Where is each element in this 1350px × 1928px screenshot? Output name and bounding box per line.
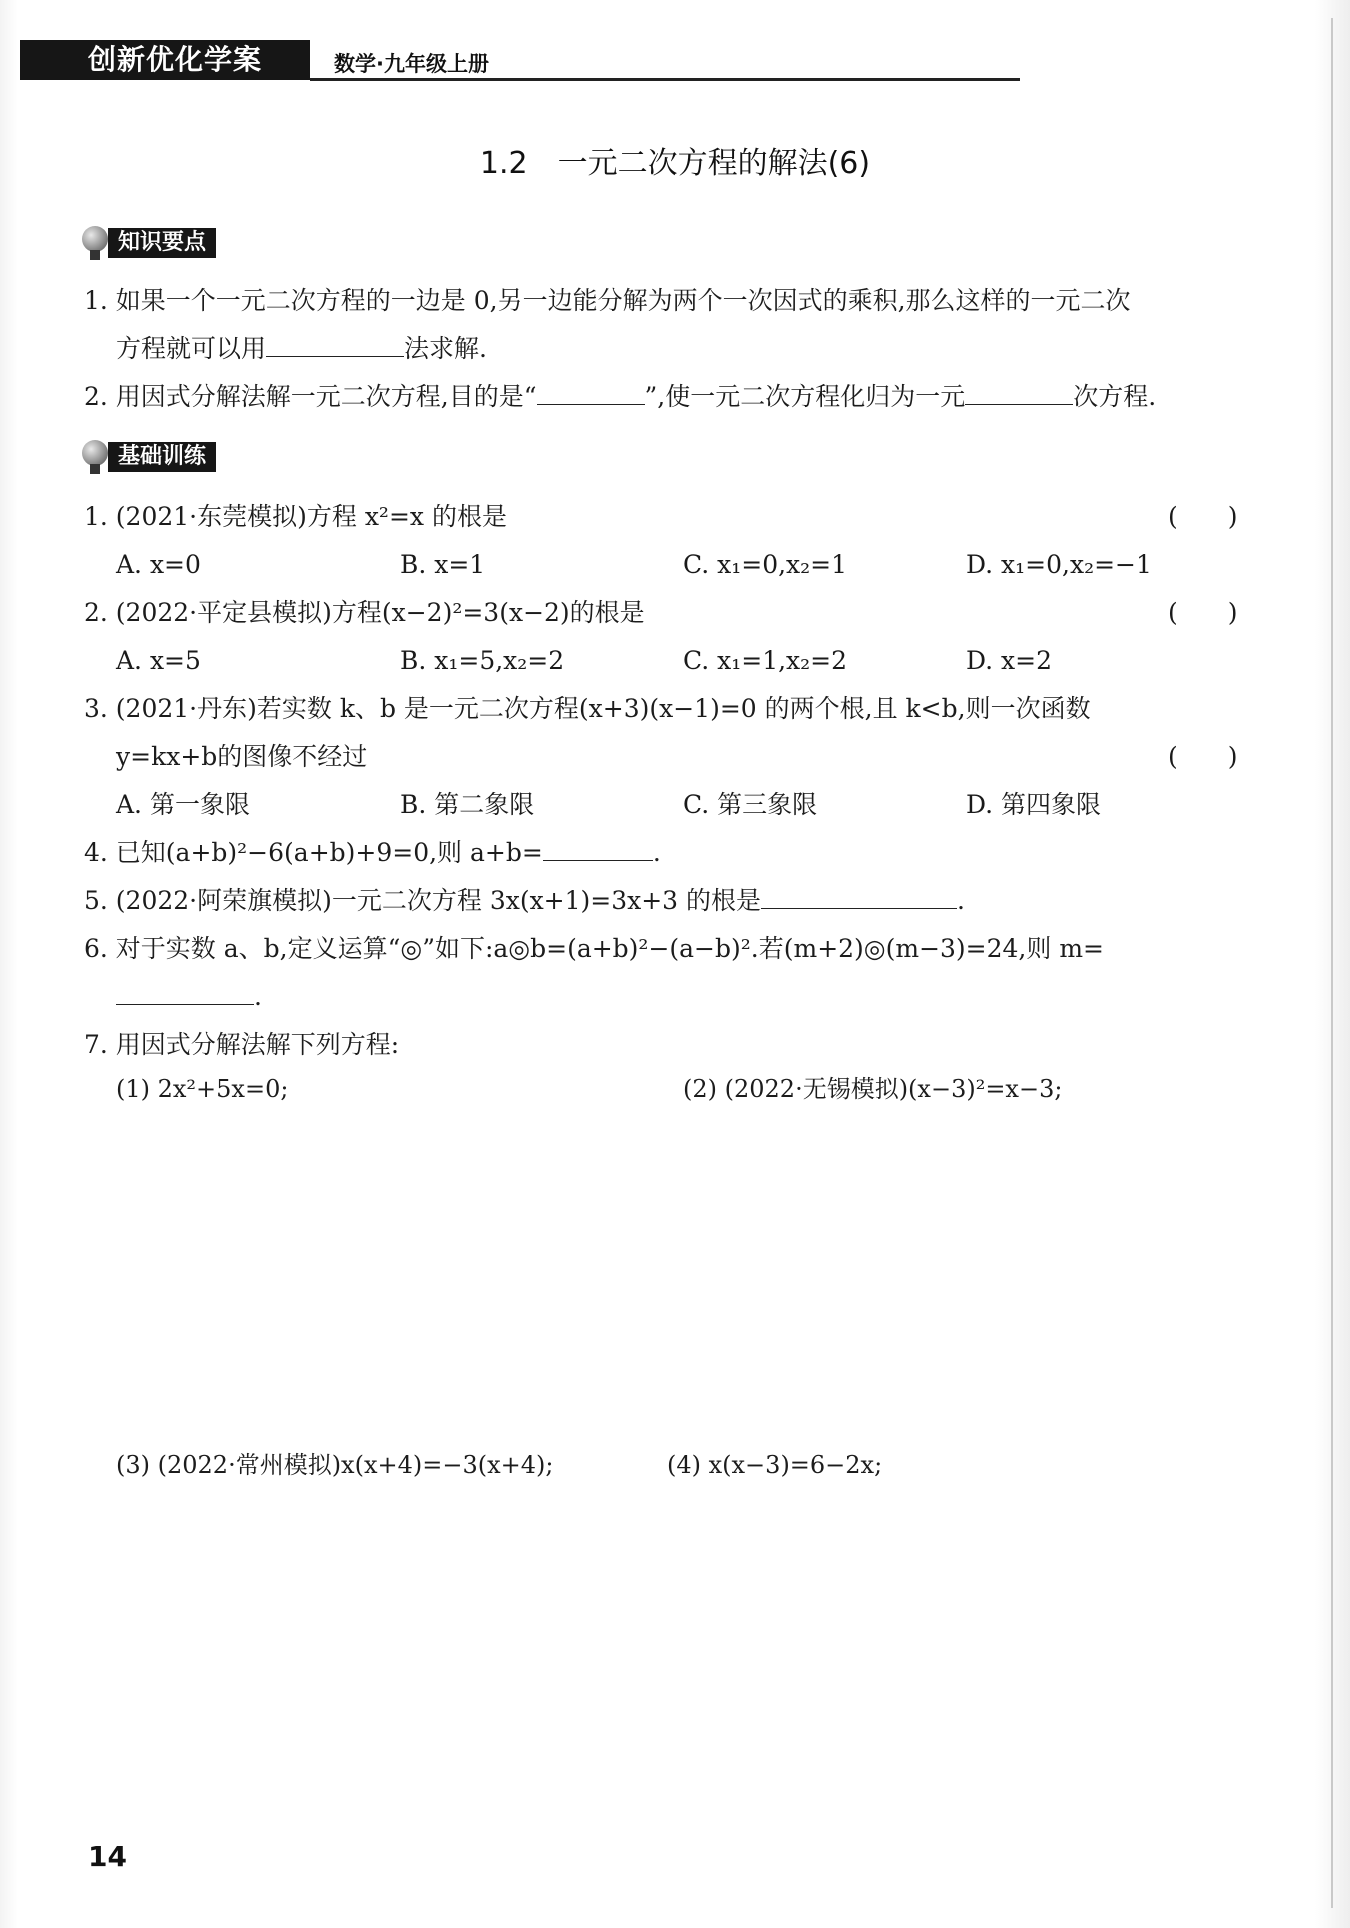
- answer-paren[interactable]: ( ): [1168, 598, 1238, 627]
- option-b[interactable]: B. x=1: [400, 550, 486, 579]
- basic-q3-line1: 3. (2021·丹东)若实数 k、b 是一元二次方程(x+3)(x−1)=0 的两个根,且 k<b,则一次函数: [84, 694, 1091, 723]
- section-label: 知识要点: [108, 228, 216, 258]
- knowledge-q2: [84, 380, 1156, 414]
- basic-q6-line2: [116, 980, 262, 1014]
- header-brand: 创新优化学案: [88, 43, 263, 76]
- option-c[interactable]: C. x₁=1,x₂=2: [683, 646, 848, 675]
- text: 方程就可以用: [116, 334, 267, 363]
- option-c[interactable]: C. x₁=0,x₂=1: [683, 550, 848, 579]
- text: 5. (2022·阿荣旗模拟)一元二次方程 3x(x+1)=3x+3 的根是: [84, 886, 762, 915]
- answer-paren[interactable]: ( ): [1168, 742, 1238, 771]
- lightbulb-base: [90, 250, 100, 260]
- text: .: [254, 982, 262, 1011]
- lesson-title: 1.2 一元二次方程的解法(6): [479, 146, 871, 181]
- basic-q7-part3: (3) (2022·常州模拟)x(x+4)=−3(x+4);: [116, 1451, 554, 1479]
- page-edge-rule: [1331, 18, 1333, 1908]
- basic-q7-part4: (4) x(x−3)=6−2x;: [667, 1451, 883, 1479]
- section-label: 基础训练: [108, 442, 216, 472]
- text: 法求解.: [404, 334, 487, 363]
- basic-q4: [84, 836, 661, 870]
- answer-blank[interactable]: [543, 838, 653, 861]
- option-c[interactable]: C. 第三象限: [683, 790, 818, 819]
- knowledge-q1-line2: [116, 332, 487, 366]
- header-rule: [310, 78, 1020, 81]
- basic-q5: [84, 884, 965, 918]
- answer-paren[interactable]: ( ): [1168, 502, 1238, 531]
- answer-blank[interactable]: [761, 886, 957, 909]
- basic-q3-line2: y=kx+b的图像不经过: [116, 742, 368, 771]
- answer-blank[interactable]: [116, 982, 254, 1005]
- lightbulb-base: [90, 464, 100, 474]
- basic-q2: 2. (2022·平定县模拟)方程(x−2)²=3(x−2)的根是: [84, 598, 645, 627]
- text: 4. 已知(a+b)²−6(a+b)+9=0,则 a+b=: [84, 838, 543, 867]
- text: 次方程.: [1073, 382, 1157, 411]
- lightbulb-icon: [82, 440, 108, 466]
- basic-q7-part2: (2) (2022·无锡模拟)(x−3)²=x−3;: [683, 1075, 1063, 1103]
- header-subtitle: 数学·九年级上册: [334, 52, 489, 76]
- answer-blank[interactable]: [537, 382, 645, 405]
- option-d[interactable]: D. x₁=0,x₂=−1: [966, 550, 1152, 579]
- option-a[interactable]: A. 第一象限: [116, 790, 250, 819]
- option-b[interactable]: B. x₁=5,x₂=2: [400, 646, 565, 675]
- answer-blank[interactable]: [266, 334, 404, 357]
- basic-q7: 7. 用因式分解法解下列方程:: [84, 1030, 400, 1059]
- page-number: 14: [88, 1840, 127, 1873]
- text: .: [652, 838, 661, 867]
- lightbulb-icon: [82, 226, 108, 252]
- answer-blank[interactable]: [965, 382, 1073, 405]
- option-a[interactable]: A. x=0: [116, 550, 201, 579]
- text: 2. 用因式分解法解一元二次方程,目的是“: [84, 382, 537, 411]
- basic-q6-line1: 6. 对于实数 a、b,定义运算“◎”如下:a◎b=(a+b)²−(a−b)².若(m+2)◎(m−3)=24,则 m=: [84, 934, 1104, 963]
- option-d[interactable]: D. 第四象限: [966, 790, 1102, 819]
- basic-q7-part1: (1) 2x²+5x=0;: [116, 1075, 289, 1103]
- basic-q1: 1. (2021·东莞模拟)方程 x²=x 的根是: [84, 502, 507, 531]
- option-a[interactable]: A. x=5: [116, 646, 201, 675]
- text: .: [957, 886, 965, 915]
- option-b[interactable]: B. 第二象限: [400, 790, 535, 819]
- text: ”,使一元二次方程化归为一元: [644, 382, 966, 411]
- knowledge-q1-line1: 1. 如果一个一元二次方程的一边是 0,另一边能分解为两个一次因式的乘积,那么这样的一元二次: [84, 286, 1131, 315]
- option-d[interactable]: D. x=2: [966, 646, 1052, 675]
